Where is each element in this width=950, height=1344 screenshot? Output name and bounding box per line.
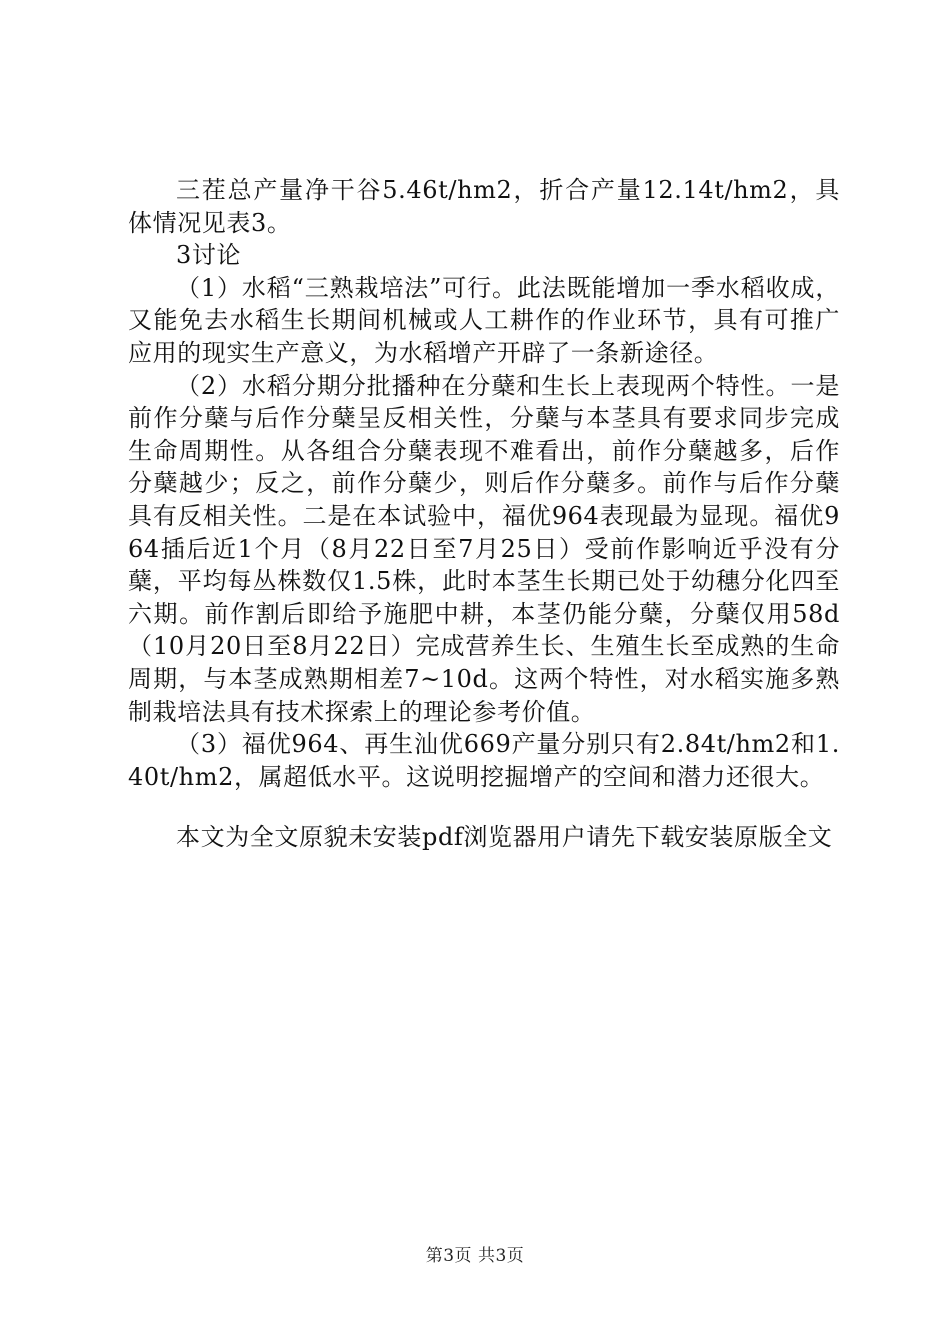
paragraph-fulltext-notice: 本文为全文原貌未安装pdf浏览器用户请先下载安装原版全文: [176, 823, 833, 852]
section-heading-discussion: 3讨论: [176, 241, 242, 270]
paragraph-total-yield: 三茬总产量净干谷5.46t/hm2，折合产量12.14t/hm2，具体情况见表3。: [128, 176, 840, 237]
document-body: [128, 174, 840, 854]
page-number-footer: 第3页 共3页: [425, 1246, 525, 1266]
paragraph-discussion-2: （2）水稻分期分批播种在分蘖和生长上表现两个特性。一是前作分蘖与后作分蘖呈反相关性，分蘖与本茎具有要求同步完成生命周期性。从各组合分蘖表现不难看出，前作分蘖越多，后作分蘖越少；反之，前作分蘖少，则后作分蘖多。前作与后作分蘖具有反相关性。二是在本试验中，福优964表现最为显现。福优964插后近1个月（8月22日至7月25日）受前作影响近乎没有分蘖，平均每丛株数仅1.5株，此时本茎生长期已处于幼穗分化四至六期。前作割后即给予施肥中耕，本茎仍能分蘖，分蘖仅用58d（10月20日至8月22日）完成营养生长、生殖生长至成熟的生命周期，与本茎成熟期相差7~10d。这两个特性，对水稻实施多熟制栽培法具有技术探索上的理论参考价值。: [128, 371, 840, 726]
paragraph-discussion-1: （1）水稻“三熟栽培法”可行。此法既能增加一季水稻收成，又能免去水稻生长期间机械或人工耕作的作业环节，具有可推广应用的现实生产意义，为水稻增产开辟了一条新途径。: [128, 273, 840, 367]
paragraph-discussion-3: （3）福优964、再生汕优669产量分别只有2.84t/hm2和1.40t/hm2，属超低水平。这说明挖掘增产的空间和潜力还很大。: [128, 730, 840, 791]
